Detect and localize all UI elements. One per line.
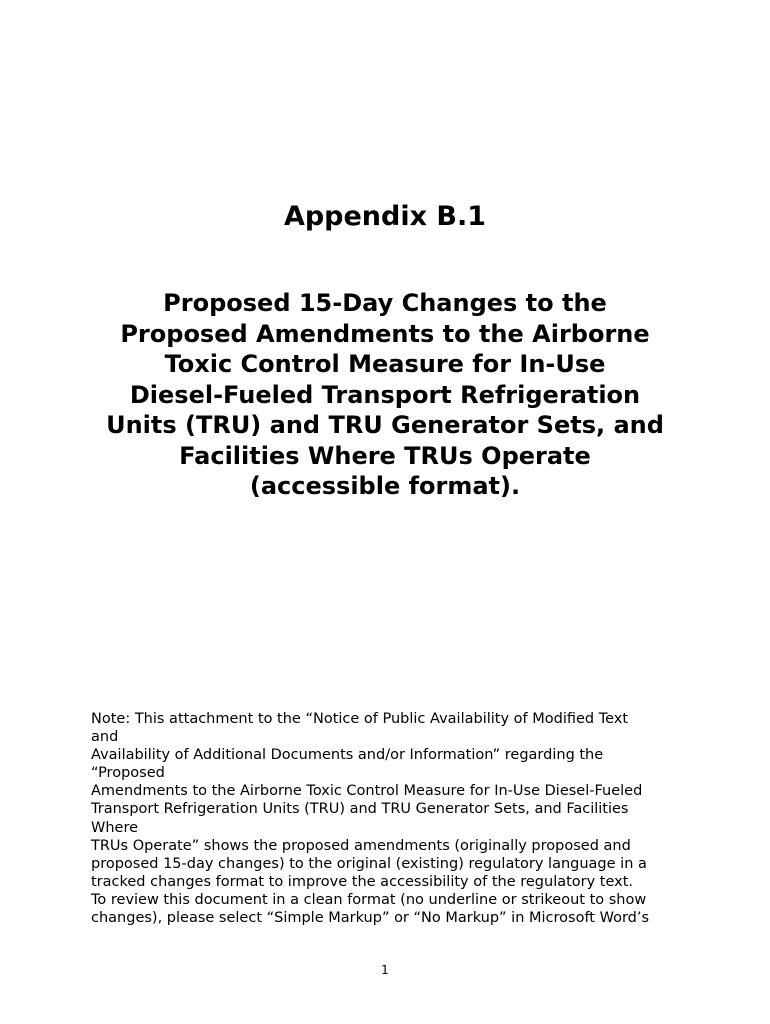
document-title-line: Toxic Control Measure for In-Use [164, 350, 606, 378]
document-title-line: (accessible format). [249, 472, 521, 500]
document-title-line: Units (TRU) and TRU Generator Sets, and [106, 411, 664, 439]
document-title-line: Facilities Where TRUs Operate [179, 441, 591, 470]
note-line: tracked changes format to improve the accessibility of the regulatory text. [91, 873, 634, 890]
document-title-line: Proposed Amendments to the Airborne [120, 319, 650, 348]
note-line: Transport Refrigeration Units (TRU) and TRU Generator Sets, and Facilities [91, 801, 629, 818]
document-title-line: Proposed 15-Day Changes to the [163, 289, 607, 317]
note-line: Availability of Additional Documents and/or Information” regarding the [91, 747, 604, 764]
note-line: Amendments to the Airborne Toxic Control Measure for In-Use Diesel-Fueled [91, 783, 643, 800]
document-title-line: Diesel-Fueled Transport Refrigeration [129, 380, 641, 409]
note-line: To review this document in a clean format (no underline or strikeout to show [91, 891, 647, 908]
note-paragraph [91, 710, 691, 927]
note-line: “Proposed [91, 765, 165, 782]
document-title [80, 288, 690, 502]
note-line: TRUs Operate” shows the proposed amendments (originally proposed and [91, 837, 631, 854]
note-line: changes), please select “Simple Markup” or “No Markup” in Microsoft Word’s [91, 910, 650, 927]
note-line: Where [91, 819, 139, 836]
appendix-title: Appendix B.1 [283, 201, 487, 232]
note-line: and [91, 729, 119, 746]
page-number: 1 [381, 963, 389, 977]
note-line: proposed 15-day changes) to the original (existing) regulatory language in a [91, 855, 647, 872]
note-line: Note: This attachment to the “Notice of Public Availability of Modified Text [91, 711, 629, 727]
